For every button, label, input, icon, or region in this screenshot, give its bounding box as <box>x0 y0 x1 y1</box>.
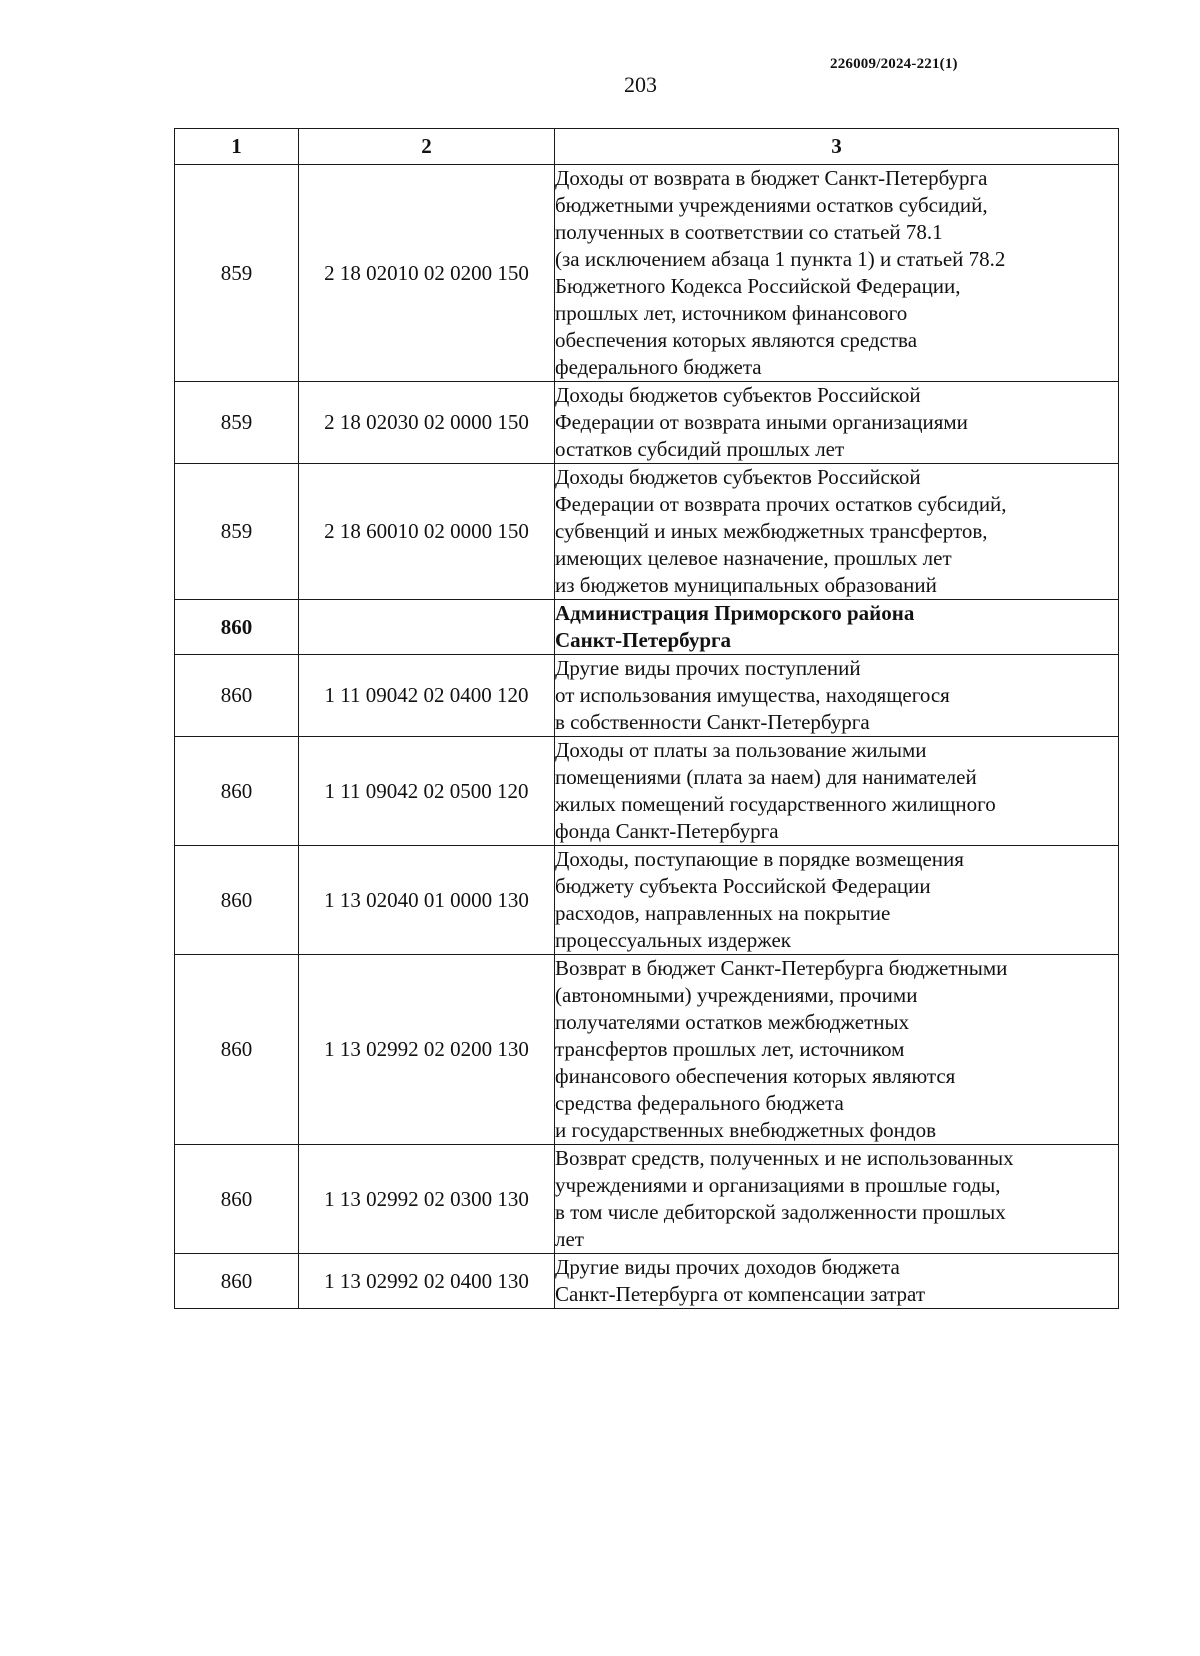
admin-code-cell: 860 <box>175 600 299 655</box>
page-number: 203 <box>624 72 657 97</box>
description-line: федерального бюджета <box>555 355 762 379</box>
budget-classification-code-cell <box>299 600 555 655</box>
description-line: Санкт-Петербурга от компенсации затрат <box>555 1282 926 1306</box>
budget-classification-code-cell: 1 13 02040 01 0000 130 <box>299 846 555 955</box>
description-line: полученных в соответствии со статьей 78.1 <box>555 220 943 244</box>
document-number: 226009/2024-221(1) <box>830 56 958 72</box>
description-line: Возврат в бюджет Санкт-Петербурга бюджетными <box>555 956 1008 980</box>
admin-code-cell: 860 <box>175 955 299 1145</box>
budget-classification-code-cell: 1 13 02992 02 0200 130 <box>299 955 555 1145</box>
description-line: остатков субсидий прошлых лет <box>555 437 845 461</box>
description-line: процессуальных издержек <box>555 928 791 952</box>
description-line: Бюджетного Кодекса Российской Федерации, <box>555 274 961 298</box>
description-line: имеющих целевое назначение, прошлых лет <box>555 546 952 570</box>
admin-code-cell: 860 <box>175 846 299 955</box>
description-line: Другие виды прочих доходов бюджета <box>555 1255 900 1279</box>
description-line: обеспечения которых являются средства <box>555 328 918 352</box>
column-header-2: 2 <box>299 129 555 165</box>
description-line: Доходы, поступающие в порядке возмещения <box>555 847 964 871</box>
description-line: средства федерального бюджета <box>555 1091 844 1115</box>
description-line: финансового обеспечения которых являются <box>555 1064 956 1088</box>
description-line: трансфертов прошлых лет, источником <box>555 1037 905 1061</box>
admin-code-cell: 860 <box>175 1254 299 1309</box>
description-line: бюджету субъекта Российской Федерации <box>555 874 931 898</box>
description-cell <box>555 846 1119 955</box>
description-line: и государственных внебюджетных фондов <box>555 1118 937 1142</box>
admin-code-cell: 860 <box>175 655 299 737</box>
description-line: (автономными) учреждениями, прочими <box>555 983 918 1007</box>
description-line: Доходы бюджетов субъектов Российской <box>555 465 921 489</box>
budget-classification-code-cell: 1 11 09042 02 0400 120 <box>299 655 555 737</box>
admin-code-cell: 859 <box>175 165 299 382</box>
budget-classification-code-cell: 2 18 02010 02 0200 150 <box>299 165 555 382</box>
budget-classification-code-cell: 1 13 02992 02 0300 130 <box>299 1145 555 1254</box>
description-cell <box>555 1145 1119 1254</box>
description-line: лет <box>555 1227 584 1251</box>
description-line: расходов, направленных на покрытие <box>555 901 891 925</box>
table-row <box>175 655 1119 737</box>
description-line: фонда Санкт-Петербурга <box>555 819 779 843</box>
description-line: в собственности Санкт-Петербурга <box>555 710 870 734</box>
admin-code-cell: 859 <box>175 382 299 464</box>
description-line: бюджетными учреждениями остатков субсидий, <box>555 193 988 217</box>
description-line: Возврат средств, полученных и не использованных <box>555 1146 1014 1170</box>
table-row <box>175 737 1119 846</box>
table-row <box>175 955 1119 1145</box>
description-line: субвенций и иных межбюджетных трансфертов, <box>555 519 988 543</box>
description-line: помещениями (плата за наем) для нанимателей <box>555 765 977 789</box>
description-cell <box>555 382 1119 464</box>
table-row <box>175 846 1119 955</box>
description-line: Санкт-Петербурга <box>555 628 732 652</box>
description-line: из бюджетов муниципальных образований <box>555 573 937 597</box>
budget-classification-code-cell: 2 18 02030 02 0000 150 <box>299 382 555 464</box>
table-row <box>175 600 1119 655</box>
table-row <box>175 1145 1119 1254</box>
table-row <box>175 165 1119 382</box>
description-line: Другие виды прочих поступлений <box>555 656 861 680</box>
description-line: от использования имущества, находящегося <box>555 683 950 707</box>
description-line: в том числе дебиторской задолженности прошлых <box>555 1200 1006 1224</box>
description-line: Федерации от возврата иными организациями <box>555 410 968 434</box>
admin-code-cell: 860 <box>175 737 299 846</box>
admin-code-cell: 860 <box>175 1145 299 1254</box>
description-cell <box>555 655 1119 737</box>
description-line: учреждениями и организациями в прошлые годы, <box>555 1173 1001 1197</box>
budget-classification-code-cell: 1 13 02992 02 0400 130 <box>299 1254 555 1309</box>
description-line: получателями остатков межбюджетных <box>555 1010 910 1034</box>
admin-code-cell: 859 <box>175 464 299 600</box>
description-cell <box>555 165 1119 382</box>
column-header-3: 3 <box>555 129 1119 165</box>
description-cell <box>555 737 1119 846</box>
table-row <box>175 1254 1119 1309</box>
description-line: Доходы от платы за пользование жилыми <box>555 738 927 762</box>
description-cell <box>555 1254 1119 1309</box>
table-row <box>175 464 1119 600</box>
table-header-row <box>175 129 1119 165</box>
description-cell <box>555 600 1119 655</box>
budget-classification-code-cell: 2 18 60010 02 0000 150 <box>299 464 555 600</box>
description-line: Федерации от возврата прочих остатков субсидий, <box>555 492 1007 516</box>
description-line: Доходы бюджетов субъектов Российской <box>555 383 921 407</box>
description-line: (за исключением абзаца 1 пункта 1) и статьей 78.2 <box>555 247 1006 271</box>
description-line: жилых помещений государственного жилищного <box>555 792 996 816</box>
table-row <box>175 382 1119 464</box>
column-header-1: 1 <box>175 129 299 165</box>
description-cell <box>555 955 1119 1145</box>
description-cell <box>555 464 1119 600</box>
description-line: Доходы от возврата в бюджет Санкт-Петербурга <box>555 166 988 190</box>
budget-codes-table <box>174 128 1119 1309</box>
description-line: прошлых лет, источником финансового <box>555 301 908 325</box>
description-line: Администрация Приморского района <box>555 601 915 625</box>
budget-classification-code-cell: 1 11 09042 02 0500 120 <box>299 737 555 846</box>
